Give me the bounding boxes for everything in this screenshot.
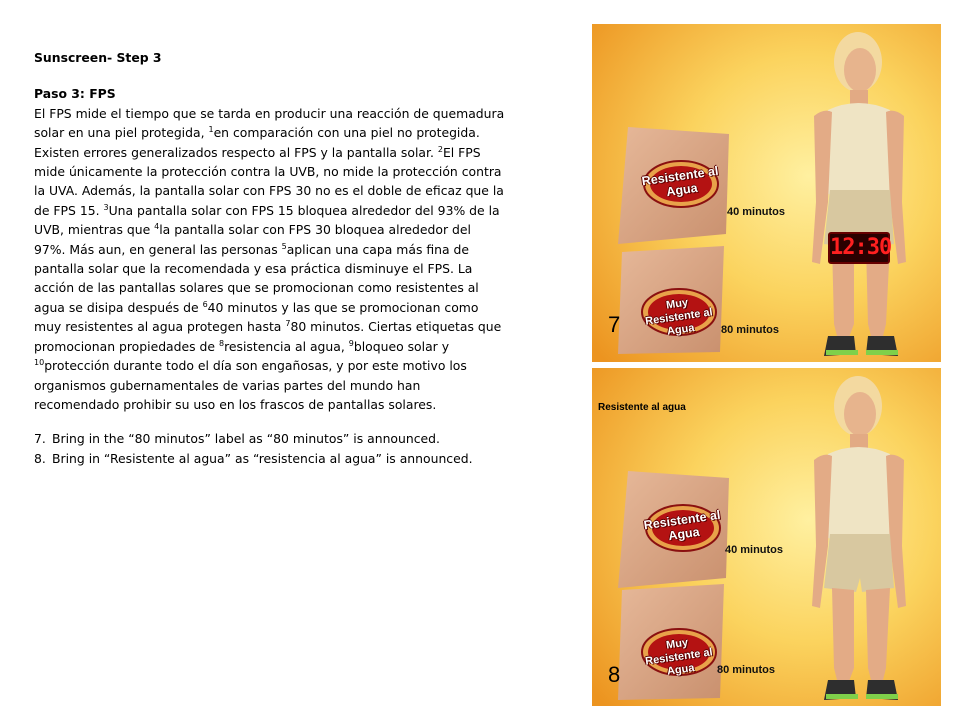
footnote-marker: 3 [103, 202, 109, 212]
badge-water-resistant [642, 158, 720, 210]
paragraph-text: aplican una capa más fina de pantalla solar que la recomendada y esa práctica disminuye el FPS. La acción de las pantallas solares que se promocionan como resistentes al agua se disipa después de [34, 241, 479, 315]
label-40-minutes: 40 minutos [726, 206, 786, 218]
paragraph-text: bloqueo solar y [353, 338, 450, 354]
paragraph-text: 40 minutos y las que se promocionan como muy resistentes al agua protegen hasta [34, 299, 479, 335]
footnote-marker: 8 [218, 338, 225, 348]
footnote-marker: 5 [281, 241, 287, 251]
badge-text: Muy Resistente al Agua [644, 636, 714, 678]
instruction-number: 8. [34, 450, 46, 466]
step-subheading: Paso 3: FPS [34, 86, 116, 102]
instruction-list [34, 429, 506, 468]
storyboard-frame-8 [592, 368, 941, 706]
digital-timer: 12:30 [828, 232, 890, 264]
badge-text: Resistente al Agua [642, 507, 722, 544]
badge-very-water-resistant [640, 286, 718, 338]
instruction-item [34, 449, 506, 468]
label-40-minutes: 40 minutos [724, 544, 784, 556]
slide-number: 7 [608, 312, 621, 337]
instruction-number: 7. [34, 431, 46, 447]
badge-very-water-resistant [640, 626, 718, 678]
badge-water-resistant [644, 502, 722, 554]
paragraph-text: 80 minutos. Ciertas etiquetas que promocionan propiedades de [34, 319, 502, 354]
footnote-marker: 9 [348, 338, 354, 348]
paragraph-text: Una pantalla solar con FPS 15 bloquea alrededor del 93% de la UVB, mientras que [34, 202, 500, 238]
footnote-marker: 10 [34, 358, 45, 368]
instruction-text: Bring in the “80 minutos” label as “80 minutos” is announced. [52, 431, 440, 447]
document-text [34, 48, 506, 468]
badge-text: Muy Resistente al Agua [644, 296, 714, 338]
label-80-minutes: 80 minutos [716, 664, 776, 676]
storyboard-frame-7 [592, 24, 941, 362]
body-paragraph [34, 104, 506, 415]
footnote-marker: 7 [285, 319, 291, 329]
label-80-minutes: 80 minutos [720, 324, 780, 336]
paragraph-text: la pantalla solar con FPS 30 bloquea alrededor del 97%. Más aun, en general las personas [34, 222, 471, 257]
paragraph-text: El FPS mide el tiempo que se tarda en producir una reacción de quemadura solar en una piel protegida, [34, 105, 505, 141]
footnote-marker: 2 [437, 144, 443, 154]
slide-number: 8 [608, 662, 621, 687]
paragraph-text: protección durante todo el día son engañosas, y por este motivo los organismos gubernamentales de varias partes del mundo han recomendado prohibir su uso en los frascos de pantallas solares. [34, 358, 467, 412]
document-heading: Sunscreen- Step 3 [34, 50, 162, 65]
instruction-item [34, 429, 506, 448]
instruction-text: Bring in “Resistente al agua” as “resistencia al agua” is announced. [52, 450, 473, 466]
footnote-marker: 1 [208, 125, 214, 135]
paragraph-text: en comparación con una piel no protegida. Existen errores generalizados respecto al FPS y la pantalla solar. [34, 125, 480, 160]
pane-title: Resistente al agua [598, 402, 686, 413]
badge-text: Resistente al Agua [640, 163, 720, 200]
footnote-marker: 4 [154, 222, 160, 232]
paragraph-text: resistencia al agua, [224, 338, 349, 354]
paragraph-text: El FPS mide únicamente la protección contra la UVB, no mide la protección contra la UVA. Además, la pantalla solar con FPS 30 no es el doble de eficaz que la de FPS 15. [34, 144, 504, 218]
footnote-marker: 6 [202, 299, 208, 309]
